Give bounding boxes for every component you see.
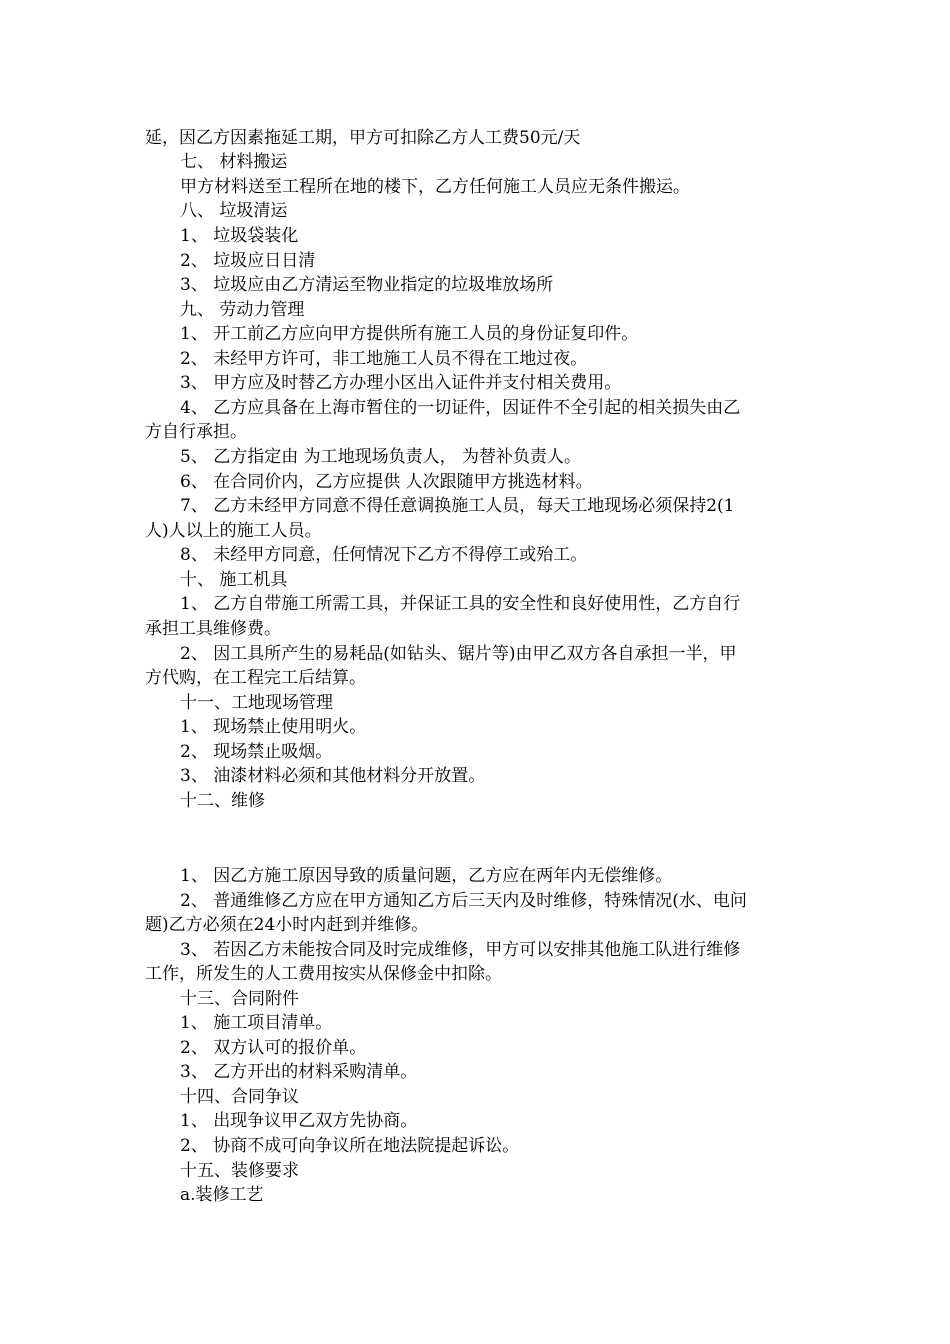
text-line: 方自行承担。	[145, 422, 247, 442]
list-item: 3、 油漆材料必须和其他材料分开放置。	[180, 766, 486, 786]
section-heading: 七、 材料搬运	[180, 152, 288, 172]
section-heading: 八、 垃圾清运	[180, 201, 288, 221]
section-heading: 十二、维修	[180, 791, 265, 811]
text-line: 人)人以上的施工人员。	[145, 521, 322, 541]
list-item: 3、 若因乙方未能按合同及时完成维修，甲方可以安排其他施工队进行维修	[180, 940, 741, 960]
subsection-heading: a.装修工艺	[180, 1185, 264, 1205]
section-heading: 九、 劳动力管理	[180, 300, 305, 320]
section-heading: 十三、合同附件	[180, 989, 299, 1009]
text-line: 题)乙方必须在24小时内赶到并维修。	[145, 915, 429, 935]
list-item: 7、 乙方未经甲方同意不得任意调换施工人员，每天工地现场必须保持2(1	[180, 496, 735, 516]
list-item: 2、 因工具所产生的易耗品(如钻头、锯片等)由甲乙双方各自承担一半，甲	[180, 644, 737, 664]
list-item: 1、 施工项目清单。	[180, 1013, 333, 1033]
section-heading: 十四、合同争议	[180, 1087, 299, 1107]
list-item: 6、 在合同价内，乙方应提供 人次跟随甲方挑选材料。	[180, 472, 593, 492]
section-heading: 十五、装修要求	[180, 1161, 299, 1181]
list-item: 2、 未经甲方许可，非工地施工人员不得在工地过夜。	[180, 349, 588, 369]
list-item: 3、 甲方应及时替乙方办理小区出入证件并支付相关费用。	[180, 373, 622, 393]
list-item: 1、 出现争议甲乙双方先协商。	[180, 1111, 418, 1131]
list-item: 2、 现场禁止吸烟。	[180, 742, 333, 762]
section-heading: 十一、工地现场管理	[180, 693, 333, 713]
list-item: 2、 普通维修乙方应在甲方通知乙方后三天内及时维修，特殊情况(水、电问	[180, 891, 747, 911]
list-item: 1、 现场禁止使用明火。	[180, 717, 367, 737]
list-item: 5、 乙方指定由 为工地现场负责人， 为替补负责人。	[180, 447, 582, 467]
list-item: 1、 开工前乙方应向甲方提供所有施工人员的身份证复印件。	[180, 324, 639, 344]
section-heading: 十、 施工机具	[180, 570, 288, 590]
list-item: 2、 协商不成可向争议所在地法院提起诉讼。	[180, 1136, 520, 1156]
list-item: 2、 双方认可的报价单。	[180, 1038, 367, 1058]
list-item: 4、 乙方应具备在上海市暂住的一切证件，因证件不全引起的相关损失由乙	[180, 398, 741, 418]
text-line: 工作，所发生的人工费用按实从保修金中扣除。	[145, 964, 502, 984]
list-item: 1、 因乙方施工原因导致的质量问题，乙方应在两年内无偿维修。	[180, 866, 673, 886]
list-item: 3、 乙方开出的材料采购清单。	[180, 1062, 418, 1082]
list-item: 1、 垃圾袋装化	[180, 226, 299, 246]
list-item: 3、 垃圾应由乙方清运至物业指定的垃圾堆放场所	[180, 275, 554, 295]
list-item: 1、 乙方自带施工所需工具，并保证工具的安全性和良好使用性，乙方自行	[180, 594, 741, 614]
text-line: 承担工具维修费。	[145, 619, 281, 639]
list-item: 8、 未经甲方同意，任何情况下乙方不得停工或殆工。	[180, 545, 588, 565]
list-item: 2、 垃圾应日日清	[180, 251, 316, 271]
text-line: 延，因乙方因素拖延工期，甲方可扣除乙方人工费50元/天	[145, 128, 581, 148]
text-line: 方代购，在工程完工后结算。	[145, 668, 366, 688]
text-line: 甲方材料送至工程所在地的楼下，乙方任何施工人员应无条件搬运。	[180, 177, 690, 197]
